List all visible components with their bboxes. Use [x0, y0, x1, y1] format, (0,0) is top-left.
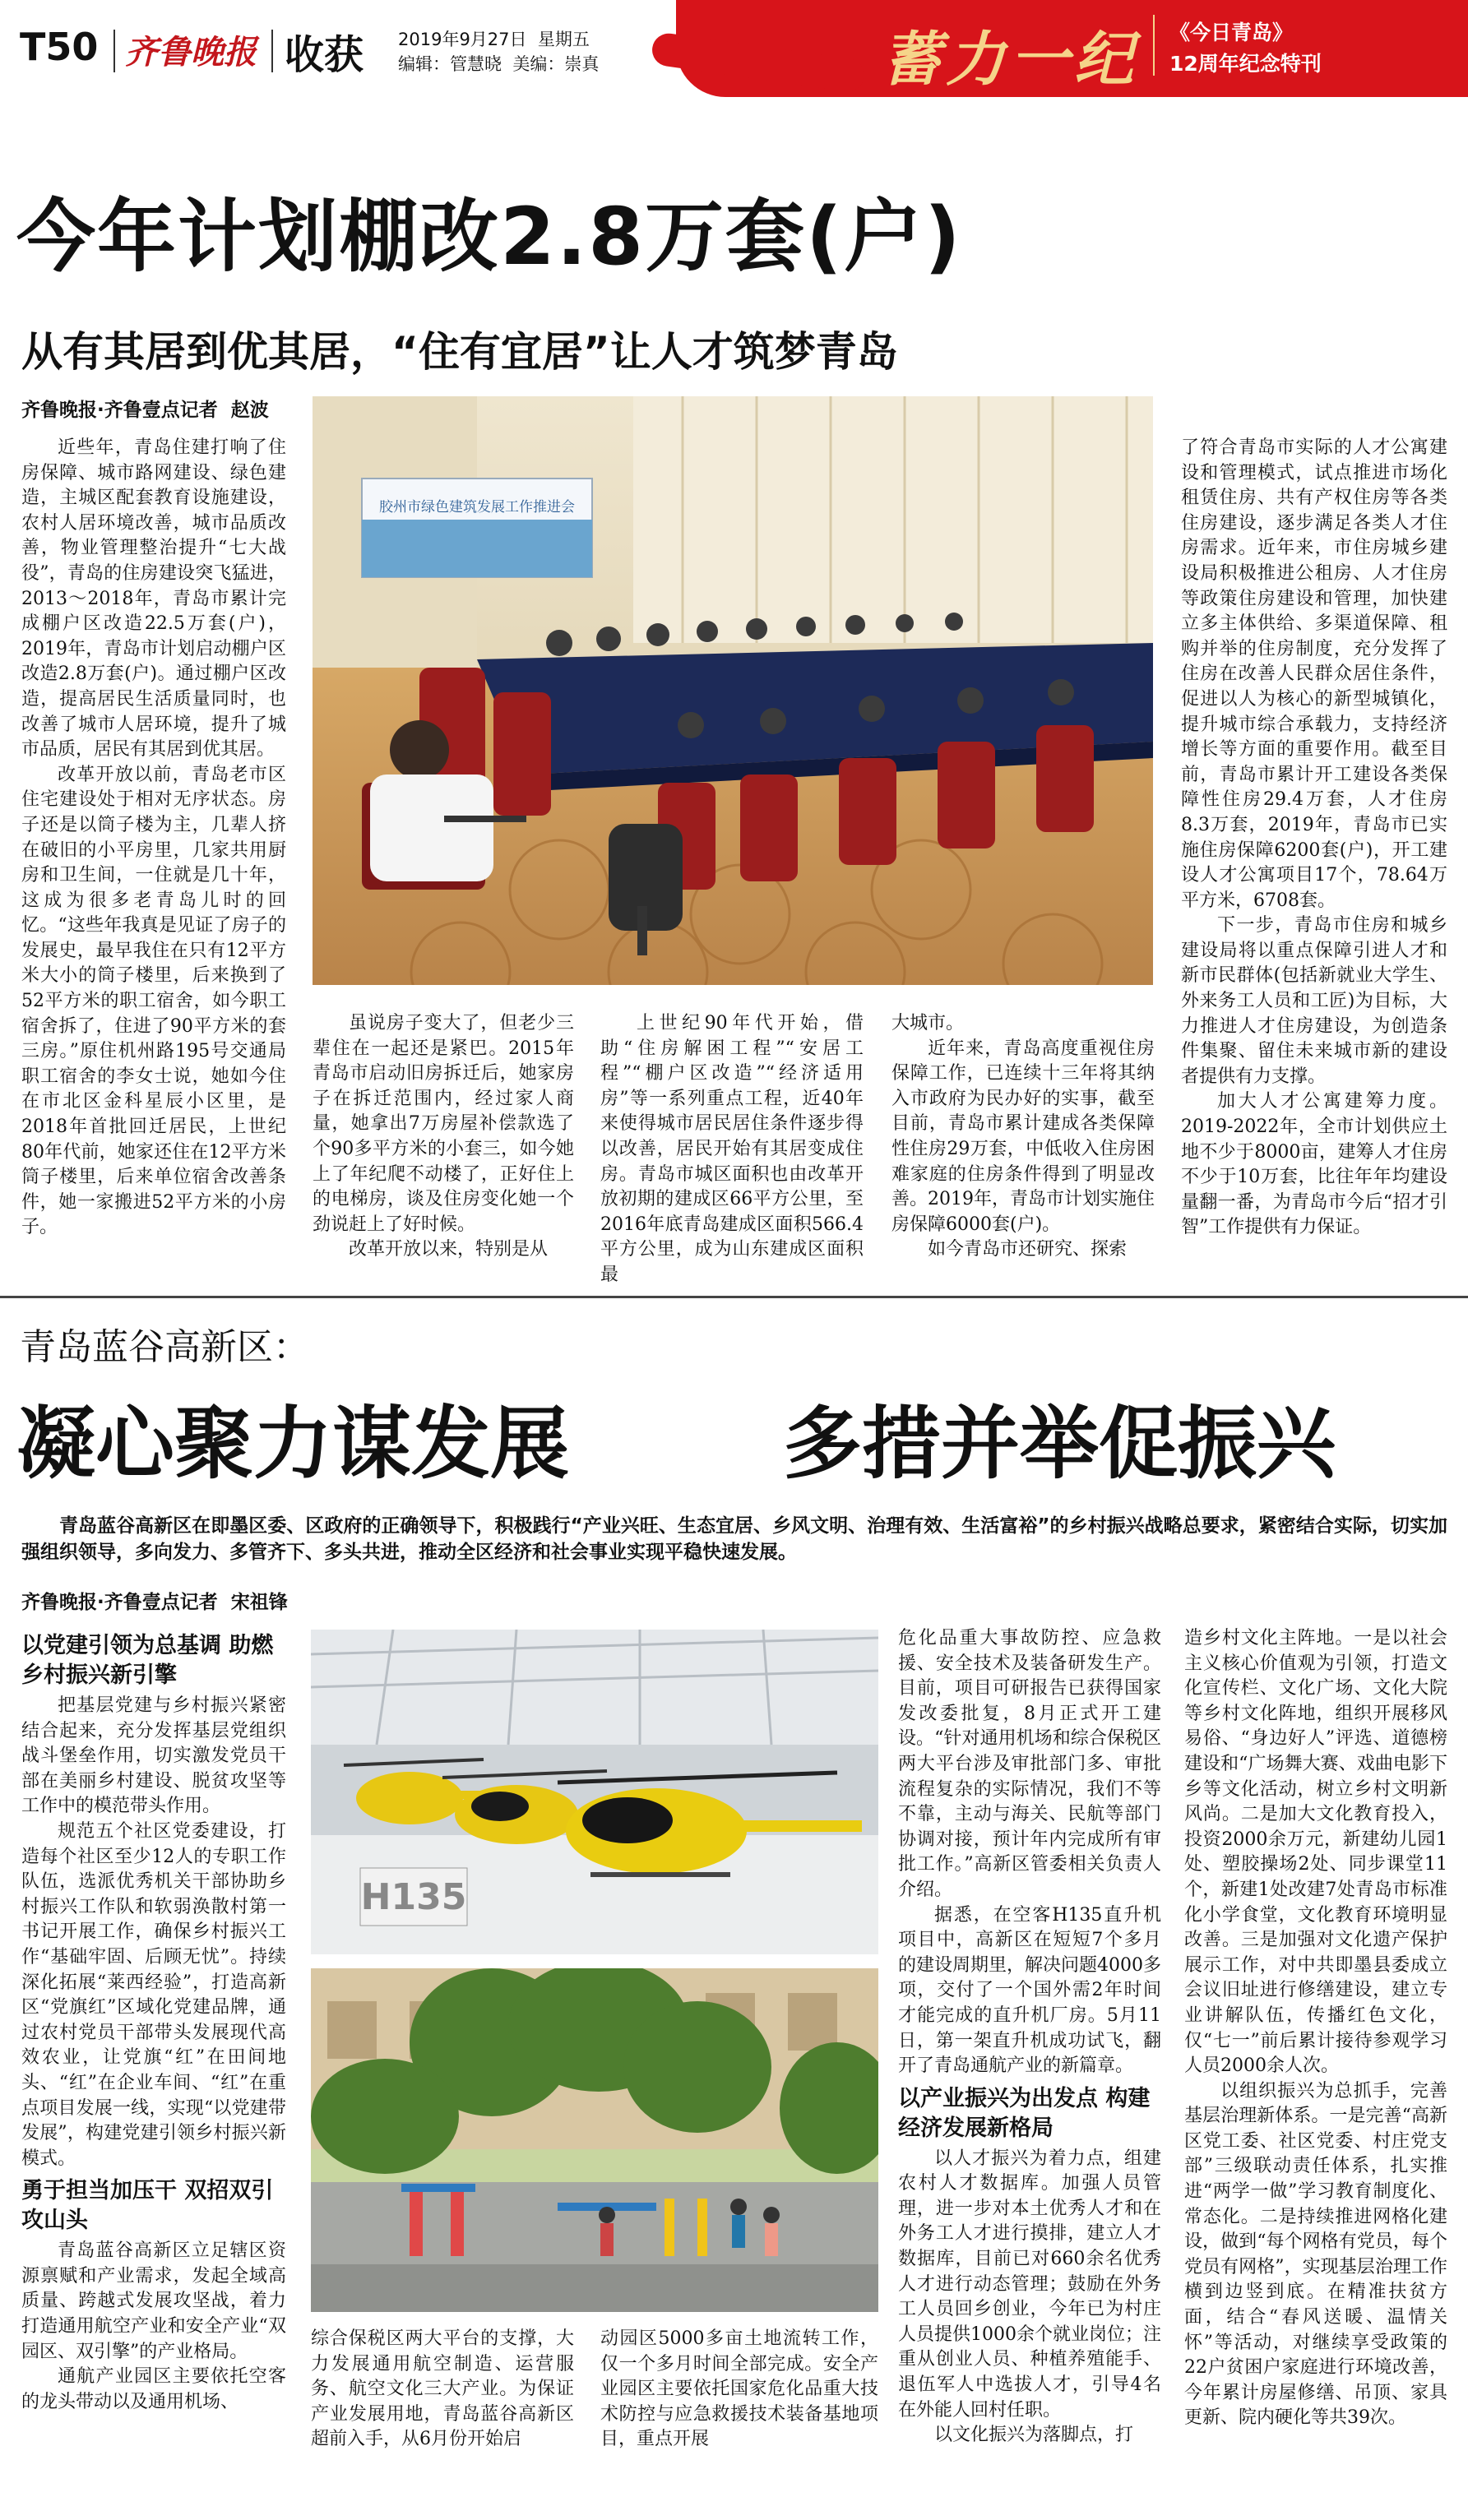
masthead: [0, 0, 1468, 94]
banner-paper: 《今日青岛》: [1169, 21, 1294, 44]
paragraph: 以文化振兴为落脚点，打: [934, 2425, 1134, 2446]
article2-lead: 青岛蓝谷高新区在即墨区委、区政府的正确领导下，积极践行“产业兴旺、生态宜居、乡风文明、治理有效、生活富裕”的乡村振兴战略总要求，紧密结合实际，切实加强组织领导，多向发力、多管齐下、多头共进，推动全区经济和社会事业实现平稳快速发展。: [21, 1515, 1447, 1563]
article1-headline: 今年计划棚改2.8万套(户): [16, 191, 962, 283]
article2-col5: [1184, 1626, 1447, 2506]
article1-col5: [1181, 436, 1447, 1332]
editor-credit: 编辑：管慧晓 美编：崇真: [398, 54, 600, 74]
article1-col4: [891, 1011, 1155, 1332]
article1-byline: 齐鲁晚报·齐鲁壹点记者 赵波: [21, 400, 269, 421]
meeting-photo: [313, 396, 1153, 985]
paragraph: 把基层党建与乡村振兴紧密结合起来，充分发挥基层党组织战斗堡垒作用，切实激发党员干部在美丽乡村建设、脱贫攻坚等工作中的模范带头作用。: [21, 1695, 286, 1817]
article2-col2-bottom: [311, 2327, 574, 2499]
paragraph: 危化品重大事故防控、应急救援、安全技术及装备研发生产。目前，项目可研报告已获得国家发改委批复，8月正式开工建设。“针对通用机场和综合保税区两大平台涉及审批部门多、审批流程复杂的实际情况，我们不等不靠，主动与海关、民航等部门协调对接，预计年内完成所有审批工作。”高新区管委相关负责人介绍。: [898, 1628, 1161, 1900]
article1-col1: [21, 436, 286, 1332]
paragraph: 近些年，青岛住建打响了住房保障、城市路网建设、绿色建造，主城区配套教育设施建设，农村人居环境改善，城市品质改善，物业管理整治提升“七大战役”，青岛的住房建设突飞猛进，2013～2018年，青岛市累计完成棚户区改造22.5万套(户)，2019年，青岛市计划启动棚户区改造2.8万套(户)。通过棚户区改造，提高居民生活质量同时，也改善了城市人居环境，提升了城市品质，居民有其居到优其居。: [21, 437, 286, 761]
designer-credit: 美编：崇真: [512, 54, 600, 74]
article1-col3: [600, 1011, 864, 1332]
paragraph: 据悉，在空客H135直升机项目中，高新区在短短7个多月的建设周期里，解决问题4000多项，交付了一个国外需2年时间才能完成的直升机厂房。5月11日，第一架直升机成功试飞，翻开了青岛通航产业的新篇章。: [898, 1904, 1161, 2077]
article2-byline: 齐鲁晚报·齐鲁壹点记者 宋祖锋: [21, 1592, 288, 1613]
article2-headline-right: 多措并举促振兴: [783, 1398, 1336, 1490]
article2-col4: [898, 1626, 1161, 2506]
paragraph: 大城市。: [891, 1013, 965, 1033]
article2-kicker: 青岛蓝谷高新区：: [20, 1326, 309, 1368]
paragraph: 规范五个社区党委建设，打造每个社区至少12人的专职工作队伍，选派优秀机关干部协助乡村振兴工作队和软弱涣散村第一书记开展工作，确保乡村振兴工作“基础牢固、后顾无忧”。持续深化拓展“莱西经验”，打造高新区“党旗红”区域化党建品牌，通过农村党员干部带头发展现代高效农业，让党旗“红”在田间地头、“红”在企业车间、“红”在重点项目发展一线，实现“以党建带发展”，构建党建引领乡村振兴新模式。: [21, 1820, 286, 2169]
paragraph: 以组织振兴为总抓手，完善基层治理新体系。一是完善“高新区党工委、社区党委、村庄党支部”三级联动责任体系，扎实推进“两学一做”学习教育制度化、常态化。二是持续推进网格化建设，做到“每个网格有党员，每个党员有网格”，实现基层治理工作横到边竖到底。在精准扶贫方面，结合“春风送暖、温情关怀”等活动，对继续享受政策的22户贫困户家庭进行环境改善，今年累计房屋修缮、吊顶、家具更新、院内硬化等共39次。: [1184, 2080, 1447, 2429]
banner-special: 12周年纪念特刊: [1169, 52, 1322, 76]
paragraph: 动园区5000多亩土地流转工作，仅一个多月时间全部完成。安全产业园区主要依托国家危化品重大技术防控与应急救援技术装备基地项目，重点开展: [600, 2328, 878, 2450]
paragraph: 青岛蓝谷高新区立足辖区资源禀赋和产业需求，发起全域高质量、跨越式发展攻坚战，着力打造通用航空产业和安全产业“双园区、双引擎”的产业格局。: [21, 2240, 286, 2362]
paragraph: 下一步，青岛市住房和城乡建设局将以重点保障引进人才和新市民群体(包括新就业大学生、外来务工人员和工匠)为目标，大力推进人才住房建设，为创造条件集聚、留住未来城市新的建设者提供有力支撑。: [1181, 915, 1447, 1087]
village-playground-photo: [311, 1968, 878, 2312]
banner-slogan: 蓄力一纪: [882, 24, 1139, 94]
section-heading: 以党建引领为总基调 助燃乡村振兴新引擎: [21, 1633, 274, 1688]
section-heading: 以产业振兴为出发点 构建经济发展新格局: [898, 2085, 1151, 2141]
section-name: 收获: [285, 32, 364, 78]
article1-col2: [313, 1011, 574, 1332]
page-number: T50: [20, 25, 99, 69]
photo-banner-text: 胶州市绿色建筑发展工作推进会: [379, 499, 575, 516]
paragraph: 虽说房子变大了，但老少三辈住在一起还是紧巴。2015年青岛市启动旧房拆迁后，她家房子在拆迁范围内，经过家人商量，她拿出7万房屋补偿款选了个90多平方米的小套三，如今她上了年纪爬不动楼了，正好住上的电梯房，谈及住房变化她一个劲说赶上了好时候。: [313, 1013, 574, 1235]
weekday: 星期五: [537, 30, 590, 49]
paragraph: 加大人才公寓建筹力度。2019-2022年，全市计划供应土地不少于8000亩，建筹人才住房不少于10万套，比往年年均建设量翻一番，为青岛市今后“招才引智”工作提供有力保证。: [1181, 1091, 1447, 1238]
article2-col1: [21, 1626, 286, 2506]
paragraph: 通航产业园区主要依托空客的龙头带动以及通用机场、: [21, 2366, 286, 2412]
photo-sign-text: H135: [360, 1876, 467, 1918]
reporter-name: 赵波: [230, 400, 269, 421]
reporter-name: 宋祖锋: [230, 1592, 288, 1613]
helicopter-photo: [311, 1630, 878, 1954]
issue-date: 2019年9月27日 星期五: [398, 30, 590, 49]
paragraph: 改革开放以前，青岛老市区住宅建设处于相对无序状态。房子还是以筒子楼为主，几辈人挤在破旧的小平房里，几家共用厨房和卫生间，一住就是几十年，这成为很多老青岛儿时的回忆。“这些年我真是见证了房子的发展史，最早我住在只有12平方米大小的筒子楼里，后来换到了52平方米的职工宿舍，如今职工宿舍拆了，住进了90平方米的套三房。”原住机州路195号交通局职工宿舍的李女士说，她如今住在市北区金科星辰小区里，是2018年首批回迁居民，上世纪80年代前，她家还住在12平方米筒子楼里，后来单位宿舍改善条件，她一家搬进52平方米的小房子。: [21, 764, 286, 1238]
article2-headline-left: 凝心聚力谋发展: [16, 1398, 569, 1490]
paragraph: 近年来，青岛高度重视住房保障工作，已连续十三年将其纳入市政府为民办好的实事，截至目前，青岛市累计建成各类保障性住房29万套，中低收入住房困难家庭的住房条件得到了明显改善。2019年，青岛市计划实施住房保障6000套(户)。: [891, 1038, 1155, 1235]
article2-col3-bottom: [600, 2327, 878, 2499]
paragraph: 上世纪90年代开始，借助“住房解困工程”“安居工程”“棚户区改造”“经济适用房”等一系列重点工程，近40年来使得城市居民居住条件逐步得以改善，居民开始有其居变成住房。青岛市城区面积也由改革开放初期的建成区66平方公里，至2016年底青岛建成区面积566.4平方公里，成为山东建成区面积最: [600, 1013, 864, 1285]
paragraph: 以人才振兴为着力点，组建农村人才数据库。加强人员管理，进一步对本土优秀人才和在外务工人才进行摸排，建立人才数据库，目前已对660余名优秀人才进行动态管理；鼓励在外务工人员回乡创业，今年已为村庄人员提供1000余个就业岗位；注重从创业人员、种植养殖能手、退伍军人中选拔人才，引导4名在外能人回村任职。: [898, 2148, 1161, 2421]
article1-subheadline: 从有其居到优其居，“住有宜居”让人才筑梦青岛: [21, 328, 898, 376]
paragraph: 如今青岛市还研究、探索: [928, 1239, 1128, 1260]
paragraph: 改革开放以来，特别是从: [349, 1239, 549, 1260]
paragraph: 了符合青岛市实际的人才公寓建设和管理模式，试点推进市场化租赁住房、共有产权住房等各类住房建设，逐步满足各类人才住房需求。近年来，市住房城乡建设局积极推进公租房、人才住房等政策住房建设和管理，加快建立多主体供给、多渠道保障、租购并举的住房制度，充分发挥了住房在改善人民群众居住条件，促进以人为核心的新型城镇化，提升城市综合承载力，支持经济增长等方面的重要作用。截至目前，青岛市累计开工建设各类保障性住房29.4万套，人才住房8.3万套，2019年，青岛市已实施住房保障6200套(户)，开工建设人才公寓项目17个，78.64万平方米，6708套。: [1181, 437, 1447, 911]
paragraph: 综合保税区两大平台的支撑，大力发展通用航空制造、运营服务、航空文化三大产业。为保证产业发展用地，青岛蓝谷高新区超前入手，从6月份开始启: [311, 2328, 574, 2450]
paper-name-logo: 齐鲁晚报: [125, 33, 257, 72]
section-heading: 勇于担当加压干 双招双引攻山头: [21, 2178, 274, 2234]
article-divider: [0, 1296, 1468, 1298]
anniversary-banner: [676, 0, 1468, 97]
paragraph: 造乡村文化主阵地。一是以社会主义核心价值观为引领，打造文化宣传栏、文化广场、文化大院等乡村文化阵地，组织开展移风易俗、“身边好人”评选、道德榜建设和“广场舞大赛、戏曲电影下乡等文化活动，树立乡村文明新风尚。二是加大文化教育投入，投资2000余万元，新建幼儿园1处、塑胶操场2处、同步课堂11个，新建1处改建7处青岛市标准化小学食堂，文化教育环境明显改善。三是加强对文化遗产保护展示工作，对中共即墨县委成立会议旧址进行修缮建设，建立专业讲解队伍，传播红色文化，仅“七一”前后累计接待参观学习人员2000余人次。: [1184, 1628, 1447, 2077]
